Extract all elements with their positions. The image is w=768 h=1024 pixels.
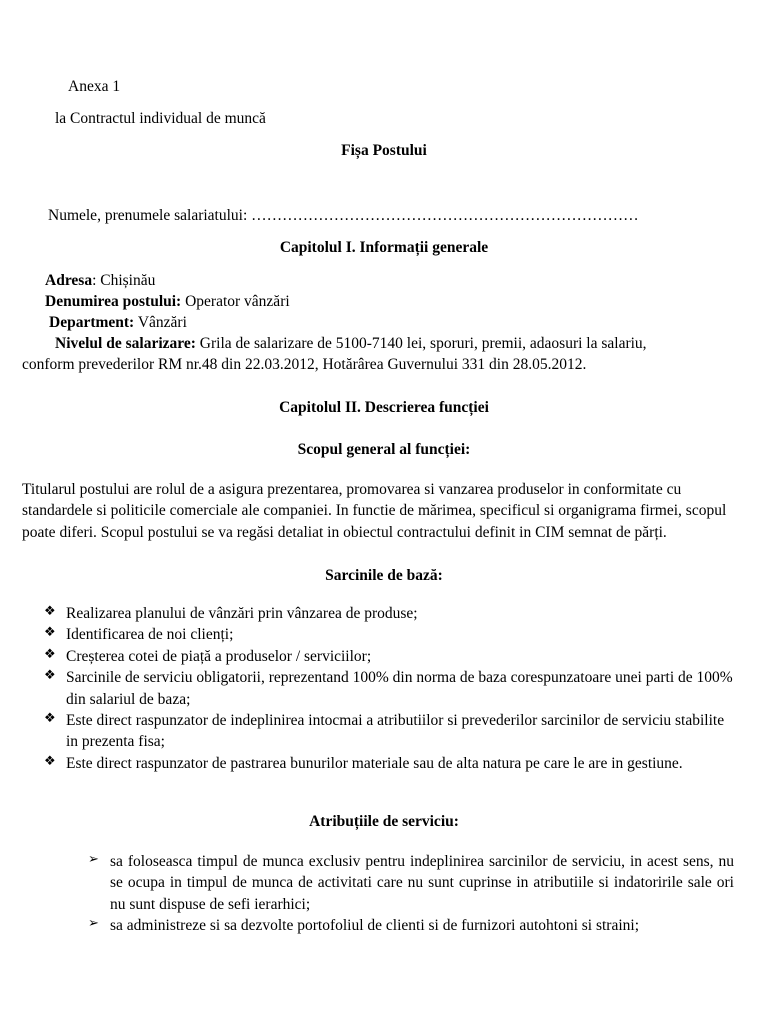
diamond-bullet-icon: ❖ [44, 753, 56, 769]
position-value: Operator vânzări [181, 293, 290, 310]
tasks-list [44, 603, 734, 774]
department-line [49, 312, 187, 333]
salary-value: Grila de salarizare de 5100-7140 lei, sporuri, premii, adaosuri la salariu, [195, 335, 647, 352]
task-item [44, 667, 734, 710]
diamond-bullet-icon: ❖ [44, 604, 56, 619]
diamond-bullet-icon: ❖ [44, 646, 56, 662]
scope-title: Scopul general al funcției: [297, 441, 471, 458]
chapter1-title: Capitolul I. Informații generale [279, 239, 489, 256]
tasks-title: Sarcinile de bază: [325, 567, 443, 584]
task-item [44, 603, 734, 624]
employee-name-line [48, 205, 639, 226]
address-label: Adresa [45, 272, 93, 289]
task-item [44, 710, 734, 753]
department-label: Department: [49, 314, 135, 331]
task-text: Sarcinile de serviciu obligatorii, reprezentand 100% din norma de baza corespunzatoare unei parti de 100% din salariul de baza; [66, 669, 733, 708]
task-item [44, 753, 734, 774]
contract-reference: la Contractul individual de muncă [55, 110, 266, 127]
position-label: Denumirea postului: [45, 293, 182, 310]
duties-list [88, 851, 734, 937]
duties-title: Atribuțiile de serviciu: [309, 813, 459, 830]
task-item [44, 646, 734, 667]
employee-name-blank: ………………………………………………………………… [251, 207, 639, 224]
document-title: Fișa Postului [341, 142, 427, 159]
salary-line [55, 333, 647, 354]
address-line [45, 270, 155, 291]
position-line [45, 291, 290, 312]
address-value: : Chișinău [92, 272, 156, 289]
task-text: Este direct raspunzator de pastrarea bunurilor materiale sau de alta natura pe care le are in gestiune. [66, 754, 683, 772]
task-text: Identificarea de noi clienți; [66, 626, 234, 644]
diamond-bullet-icon: ❖ [44, 668, 56, 684]
diamond-bullet-icon: ❖ [44, 710, 56, 726]
salary-label: Nivelul de salarizare: [55, 335, 196, 352]
duty-item [88, 915, 734, 936]
task-text: Este direct raspunzator de indeplinirea intocmai a atributiilor si prevederilor sarcinilor de serviciu stabilite in prezenta fisa; [66, 711, 725, 751]
chapter2-title: Capitolul II. Descrierea funcției [279, 399, 489, 416]
scope-text: Titularul postului are rolul de a asigura prezentarea, promovarea si vanzarea produselor in conformitate cu standardele si politicile comerciale ale companiei. In functie de mărimea, specificul si organigrama firmei, scopul poate diferi. Scopul postului se va regăsi detaliat in obiectul contractului definit in CIM semnat de părți. [22, 481, 727, 541]
salary-line-continued: conform prevederilor RM nr.48 din 22.03.2012, Hotărârea Guvernului 331 din 28.05.2012. [22, 356, 587, 373]
arrow-bullet-icon: ➢ [88, 852, 99, 867]
diamond-bullet-icon: ❖ [44, 625, 56, 641]
department-value: Vânzări [134, 314, 187, 331]
arrow-bullet-icon: ➢ [88, 916, 99, 932]
task-item [44, 624, 734, 645]
duty-text: sa foloseasca timpul de munca exclusiv pentru indeplinirea sarcinilor de serviciu, in acest sens, nu se ocupa in timpul de munca de activitati care nu sunt cuprinse in atributiile si indatoririle sale ori nu sunt dispuse de sefi ierarhici; [110, 853, 734, 913]
annex-label: Anexa 1 [68, 78, 121, 95]
duty-item [88, 851, 734, 915]
employee-name-label: Numele, prenumele salariatului: [48, 207, 248, 224]
task-text: Realizarea planului de vânzări prin vânzarea de produse; [66, 605, 418, 622]
task-text: Creșterea cotei de piață a produselor / serviciilor; [66, 647, 372, 665]
duty-text: sa administreze si sa dezvolte portofoliul de clienti si de furnizori autohtoni si straini; [110, 917, 640, 935]
